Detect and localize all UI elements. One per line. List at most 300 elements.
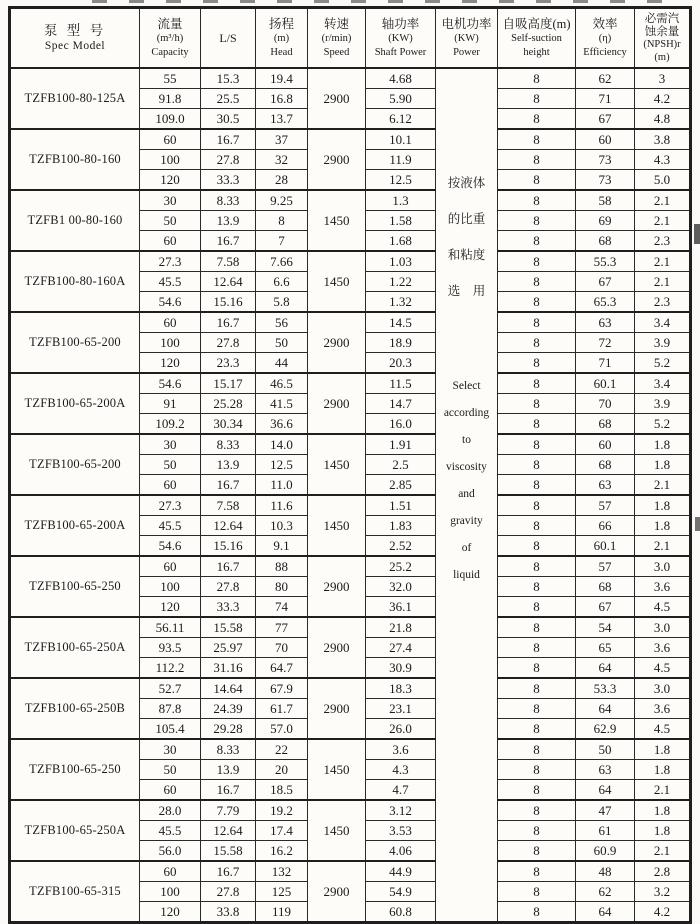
shaft-power-cell: 1.58	[366, 211, 436, 231]
capacity-cell: 87.8	[140, 699, 201, 719]
model-name: TZFB100-65-250B	[10, 678, 140, 739]
npsh-cell: 3.0	[635, 556, 691, 577]
head-cell: 11.0	[256, 475, 308, 496]
capacity-cell: 100	[140, 577, 201, 597]
shaft-power-cell: 26.0	[366, 719, 436, 740]
speed-value: 2900	[308, 312, 366, 373]
efficiency-cell: 55.3	[576, 251, 635, 272]
speed-value: 1450	[308, 495, 366, 556]
npsh-cell: 3.4	[635, 312, 691, 333]
spec-row	[10, 312, 691, 333]
efficiency-cell: 65	[576, 638, 635, 658]
head-cell: 7	[256, 231, 308, 252]
efficiency-cell: 71	[576, 353, 635, 374]
shaft-power-cell: 1.32	[366, 292, 436, 313]
capacity-cell: 120	[140, 353, 201, 374]
head-cell: 9.1	[256, 536, 308, 557]
ls-cell: 13.9	[201, 455, 256, 475]
suction-height-cell: 8	[498, 861, 576, 882]
power-note-line-en: of	[461, 542, 472, 554]
head-cell: 14.0	[256, 434, 308, 455]
head-cell: 132	[256, 861, 308, 882]
capacity-cell: 60	[140, 312, 201, 333]
head-cell: 9.25	[256, 190, 308, 211]
header-text: (KW)	[388, 32, 413, 44]
suction-height-cell: 8	[498, 556, 576, 577]
npsh-cell: 4.2	[635, 89, 691, 109]
efficiency-cell: 60.9	[576, 841, 635, 862]
suction-height-cell: 8	[498, 190, 576, 211]
efficiency-cell: 50	[576, 739, 635, 760]
shaft-power-cell: 3.6	[366, 739, 436, 760]
capacity-cell: 93.5	[140, 638, 201, 658]
head-cell: 37	[256, 129, 308, 150]
npsh-cell: 2.1	[635, 190, 691, 211]
npsh-cell: 4.5	[635, 719, 691, 740]
ls-cell: 15.16	[201, 536, 256, 557]
capacity-cell: 60	[140, 861, 201, 882]
suction-height-cell: 8	[498, 455, 576, 475]
header-text: 转速	[323, 16, 349, 31]
npsh-cell: 1.8	[635, 434, 691, 455]
spec-row	[10, 373, 691, 394]
npsh-cell: 2.1	[635, 211, 691, 231]
ls-cell: 27.8	[201, 577, 256, 597]
efficiency-cell: 67	[576, 109, 635, 130]
shaft-power-cell: 60.8	[366, 902, 436, 923]
efficiency-cell: 61	[576, 821, 635, 841]
model-name: TZFB100-80-160	[10, 129, 140, 190]
power-note-line-en: according	[443, 407, 490, 419]
head-cell: 11.6	[256, 495, 308, 516]
suction-height-cell: 8	[498, 800, 576, 821]
suction-height-cell: 8	[498, 841, 576, 862]
column-header-6	[436, 8, 498, 69]
head-cell: 6.6	[256, 272, 308, 292]
efficiency-cell: 67	[576, 272, 635, 292]
spec-row	[10, 495, 691, 516]
header-text: 蚀余量	[644, 25, 680, 38]
ls-cell: 14.64	[201, 678, 256, 699]
ls-cell: 27.8	[201, 333, 256, 353]
capacity-cell: 27.3	[140, 251, 201, 272]
speed-value: 1450	[308, 434, 366, 495]
table-body	[10, 68, 691, 923]
head-cell: 8	[256, 211, 308, 231]
head-cell: 22	[256, 739, 308, 760]
header-text: (m)	[273, 32, 290, 44]
capacity-cell: 54.6	[140, 373, 201, 394]
capacity-cell: 50	[140, 760, 201, 780]
shaft-power-cell: 18.9	[366, 333, 436, 353]
ls-cell: 23.3	[201, 353, 256, 374]
power-note-english-block	[436, 373, 497, 589]
efficiency-cell: 66	[576, 516, 635, 536]
efficiency-cell: 68	[576, 231, 635, 252]
ls-cell: 16.7	[201, 312, 256, 333]
npsh-cell: 2.1	[635, 536, 691, 557]
shaft-power-cell: 1.51	[366, 495, 436, 516]
model-name: TZFB100-80-125A	[10, 68, 140, 129]
shaft-power-cell: 5.90	[366, 89, 436, 109]
speed-value: 2900	[308, 617, 366, 678]
suction-height-cell: 8	[498, 536, 576, 557]
capacity-cell: 120	[140, 902, 201, 923]
speed-value: 1450	[308, 190, 366, 251]
npsh-cell: 1.8	[635, 495, 691, 516]
capacity-cell: 112.2	[140, 658, 201, 679]
capacity-cell: 56.0	[140, 841, 201, 862]
ls-cell: 7.58	[201, 495, 256, 516]
shaft-power-cell: 20.3	[366, 353, 436, 374]
shaft-power-cell: 11.9	[366, 150, 436, 170]
header-text: Efficiency	[583, 46, 627, 58]
npsh-cell: 1.8	[635, 455, 691, 475]
suction-height-cell: 8	[498, 617, 576, 638]
power-note-line-zh: 按液体	[447, 176, 486, 190]
shaft-power-cell: 25.2	[366, 556, 436, 577]
model-name: TZFB100-65-250	[10, 739, 140, 800]
spec-row	[10, 68, 691, 89]
shaft-power-cell: 44.9	[366, 861, 436, 882]
efficiency-cell: 57	[576, 556, 635, 577]
speed-value: 1450	[308, 251, 366, 312]
shaft-power-cell: 4.68	[366, 68, 436, 89]
efficiency-cell: 54	[576, 617, 635, 638]
power-note-line-en: gravity	[450, 515, 483, 527]
spec-row	[10, 678, 691, 699]
ls-cell: 16.7	[201, 475, 256, 496]
efficiency-cell: 70	[576, 394, 635, 414]
npsh-cell: 5.0	[635, 170, 691, 191]
head-cell: 70	[256, 638, 308, 658]
shaft-power-cell: 1.3	[366, 190, 436, 211]
shaft-power-cell: 3.53	[366, 821, 436, 841]
ls-cell: 13.9	[201, 211, 256, 231]
ls-cell: 33.3	[201, 170, 256, 191]
suction-height-cell: 8	[498, 353, 576, 374]
ls-cell: 25.5	[201, 89, 256, 109]
efficiency-cell: 68	[576, 414, 635, 435]
npsh-cell: 3.6	[635, 577, 691, 597]
efficiency-cell: 48	[576, 861, 635, 882]
efficiency-cell: 63	[576, 475, 635, 496]
header-text: 轴功率	[381, 16, 420, 31]
suction-height-cell: 8	[498, 312, 576, 333]
speed-value: 2900	[308, 373, 366, 434]
npsh-cell: 3.2	[635, 882, 691, 902]
efficiency-cell: 73	[576, 170, 635, 191]
model-name: TZFB1 00-80-160	[10, 190, 140, 251]
npsh-cell: 3.0	[635, 678, 691, 699]
shaft-power-cell: 1.22	[366, 272, 436, 292]
suction-height-cell: 8	[498, 475, 576, 496]
suction-height-cell: 8	[498, 678, 576, 699]
head-cell: 80	[256, 577, 308, 597]
head-cell: 50	[256, 333, 308, 353]
model-name: TZFB100-65-250	[10, 556, 140, 617]
ls-cell: 16.7	[201, 231, 256, 252]
speed-value: 1450	[308, 800, 366, 861]
header-text: height	[523, 46, 550, 58]
capacity-cell: 105.4	[140, 719, 201, 740]
column-header-2	[201, 8, 256, 69]
power-note-line-en: Select	[452, 380, 481, 392]
head-cell: 46.5	[256, 373, 308, 394]
head-cell: 41.5	[256, 394, 308, 414]
capacity-cell: 45.5	[140, 821, 201, 841]
column-header-0	[10, 8, 140, 69]
head-cell: 36.6	[256, 414, 308, 435]
efficiency-cell: 68	[576, 577, 635, 597]
suction-height-cell: 8	[498, 516, 576, 536]
capacity-cell: 45.5	[140, 272, 201, 292]
capacity-cell: 60	[140, 475, 201, 496]
capacity-cell: 52.7	[140, 678, 201, 699]
efficiency-cell: 60	[576, 434, 635, 455]
ls-cell: 16.7	[201, 129, 256, 150]
model-name: TZFB100-65-250A	[10, 617, 140, 678]
power-note-line-en: viscosity	[446, 461, 487, 473]
ls-cell: 13.9	[201, 760, 256, 780]
suction-height-cell: 8	[498, 577, 576, 597]
head-cell: 19.2	[256, 800, 308, 821]
suction-height-cell: 8	[498, 292, 576, 313]
npsh-cell: 3.4	[635, 373, 691, 394]
capacity-cell: 50	[140, 211, 201, 231]
shaft-power-cell: 11.5	[366, 373, 436, 394]
suction-height-cell: 8	[498, 638, 576, 658]
shaft-power-cell: 4.7	[366, 780, 436, 801]
ls-cell: 24.39	[201, 699, 256, 719]
power-note-line-zh: 和粘度	[447, 248, 486, 262]
npsh-cell: 1.8	[635, 821, 691, 841]
scan-artifact-right-mark	[695, 517, 700, 531]
capacity-cell: 120	[140, 170, 201, 191]
capacity-cell: 120	[140, 597, 201, 618]
shaft-power-cell: 14.7	[366, 394, 436, 414]
npsh-cell: 2.3	[635, 292, 691, 313]
efficiency-cell: 47	[576, 800, 635, 821]
efficiency-cell: 65.3	[576, 292, 635, 313]
npsh-cell: 1.8	[635, 760, 691, 780]
spec-row	[10, 739, 691, 760]
spec-row	[10, 861, 691, 882]
spec-row	[10, 617, 691, 638]
power-note-line-en: to	[462, 434, 471, 446]
efficiency-cell: 73	[576, 150, 635, 170]
column-header-4	[308, 8, 366, 69]
head-cell: 67.9	[256, 678, 308, 699]
model-name: TZFB100-65-200	[10, 434, 140, 495]
suction-height-cell: 8	[498, 780, 576, 801]
npsh-cell: 4.5	[635, 658, 691, 679]
npsh-cell: 3.6	[635, 699, 691, 719]
npsh-cell: 4.3	[635, 150, 691, 170]
head-cell: 16.2	[256, 841, 308, 862]
efficiency-cell: 62.9	[576, 719, 635, 740]
suction-height-cell: 8	[498, 68, 576, 89]
head-cell: 77	[256, 617, 308, 638]
efficiency-cell: 60.1	[576, 536, 635, 557]
suction-height-cell: 8	[498, 739, 576, 760]
header-text: L/S	[219, 30, 237, 45]
npsh-cell: 3.0	[635, 617, 691, 638]
shaft-power-cell: 2.5	[366, 455, 436, 475]
ls-cell: 15.17	[201, 373, 256, 394]
capacity-cell: 60	[140, 129, 201, 150]
capacity-cell: 54.6	[140, 292, 201, 313]
ls-cell: 33.3	[201, 597, 256, 618]
suction-height-cell: 8	[498, 760, 576, 780]
head-cell: 56	[256, 312, 308, 333]
table-header	[10, 8, 691, 69]
ls-cell: 8.33	[201, 434, 256, 455]
scan-artifact-top-dashes	[92, 0, 677, 3]
suction-height-cell: 8	[498, 89, 576, 109]
shaft-power-cell: 27.4	[366, 638, 436, 658]
suction-height-cell: 8	[498, 333, 576, 353]
capacity-cell: 60	[140, 780, 201, 801]
efficiency-cell: 71	[576, 89, 635, 109]
suction-height-cell: 8	[498, 495, 576, 516]
efficiency-cell: 67	[576, 597, 635, 618]
shaft-power-cell: 10.1	[366, 129, 436, 150]
header-text: Spec Model	[44, 39, 106, 52]
model-name: TZFB100-65-250A	[10, 800, 140, 861]
npsh-cell: 2.1	[635, 251, 691, 272]
shaft-power-cell: 54.9	[366, 882, 436, 902]
ls-cell: 15.3	[201, 68, 256, 89]
head-cell: 125	[256, 882, 308, 902]
npsh-cell: 2.1	[635, 475, 691, 496]
header-text: Power	[453, 46, 480, 58]
ls-cell: 12.64	[201, 516, 256, 536]
header-text: (NPSH)r	[643, 39, 681, 51]
head-cell: 7.66	[256, 251, 308, 272]
efficiency-cell: 57	[576, 495, 635, 516]
capacity-cell: 60	[140, 556, 201, 577]
capacity-cell: 91	[140, 394, 201, 414]
header-text: (η)	[598, 32, 612, 44]
npsh-cell: 3.9	[635, 333, 691, 353]
speed-value: 2900	[308, 68, 366, 129]
head-cell: 64.7	[256, 658, 308, 679]
suction-height-cell: 8	[498, 821, 576, 841]
suction-height-cell: 8	[498, 150, 576, 170]
suction-height-cell: 8	[498, 129, 576, 150]
head-cell: 18.5	[256, 780, 308, 801]
head-cell: 74	[256, 597, 308, 618]
head-cell: 88	[256, 556, 308, 577]
header-text: Capacity	[151, 46, 189, 58]
shaft-power-cell: 1.83	[366, 516, 436, 536]
shaft-power-cell: 21.8	[366, 617, 436, 638]
head-cell: 13.7	[256, 109, 308, 130]
capacity-cell: 100	[140, 882, 201, 902]
npsh-cell: 1.8	[635, 739, 691, 760]
head-cell: 44	[256, 353, 308, 374]
efficiency-cell: 72	[576, 333, 635, 353]
head-cell: 5.8	[256, 292, 308, 313]
head-cell: 10.3	[256, 516, 308, 536]
suction-height-cell: 8	[498, 699, 576, 719]
ls-cell: 7.79	[201, 800, 256, 821]
npsh-cell: 1.8	[635, 516, 691, 536]
capacity-cell: 56.11	[140, 617, 201, 638]
shaft-power-cell: 1.68	[366, 231, 436, 252]
head-cell: 19.4	[256, 68, 308, 89]
speed-value: 2900	[308, 129, 366, 190]
column-header-5	[366, 8, 436, 69]
power-note-line-en: liquid	[453, 569, 480, 581]
ls-cell: 30.5	[201, 109, 256, 130]
header-text: 流量	[157, 16, 183, 31]
npsh-cell: 3.8	[635, 129, 691, 150]
npsh-cell: 2.8	[635, 861, 691, 882]
suction-height-cell: 8	[498, 597, 576, 618]
suction-height-cell: 8	[498, 414, 576, 435]
ls-cell: 16.7	[201, 861, 256, 882]
head-cell: 17.4	[256, 821, 308, 841]
npsh-cell: 5.2	[635, 353, 691, 374]
model-name: TZFB100-65-200A	[10, 373, 140, 434]
header-text: (m³/h)	[156, 32, 184, 44]
ls-cell: 8.33	[201, 190, 256, 211]
spec-row	[10, 800, 691, 821]
column-header-7	[498, 8, 576, 69]
pump-spec-table	[8, 6, 692, 924]
spec-row	[10, 129, 691, 150]
npsh-cell: 3	[635, 68, 691, 89]
capacity-cell: 30	[140, 434, 201, 455]
header-text: 泵 型 号	[43, 22, 107, 38]
ls-cell: 27.8	[201, 882, 256, 902]
scan-artifact-right-mark	[694, 224, 700, 244]
head-cell: 20	[256, 760, 308, 780]
efficiency-cell: 60	[576, 129, 635, 150]
npsh-cell: 4.2	[635, 902, 691, 923]
column-header-8	[576, 8, 635, 69]
capacity-cell: 55	[140, 68, 201, 89]
model-name: TZFB100-65-200A	[10, 495, 140, 556]
speed-value: 1450	[308, 739, 366, 800]
npsh-cell: 4.5	[635, 597, 691, 618]
efficiency-cell: 63	[576, 760, 635, 780]
suction-height-cell: 8	[498, 882, 576, 902]
efficiency-cell: 64	[576, 780, 635, 801]
ls-cell: 8.33	[201, 739, 256, 760]
efficiency-cell: 62	[576, 882, 635, 902]
spec-row	[10, 251, 691, 272]
ls-cell: 25.28	[201, 394, 256, 414]
efficiency-cell: 68	[576, 455, 635, 475]
suction-height-cell: 8	[498, 394, 576, 414]
model-name: TZFB100-65-200	[10, 312, 140, 373]
header-text: Head	[270, 46, 293, 58]
head-cell: 16.8	[256, 89, 308, 109]
npsh-cell: 1.8	[635, 800, 691, 821]
header-text: 效率	[592, 16, 618, 31]
ls-cell: 15.16	[201, 292, 256, 313]
capacity-cell: 109.0	[140, 109, 201, 130]
npsh-cell: 3.9	[635, 394, 691, 414]
efficiency-cell: 69	[576, 211, 635, 231]
ls-cell: 12.64	[201, 272, 256, 292]
capacity-cell: 27.3	[140, 495, 201, 516]
shaft-power-cell: 18.3	[366, 678, 436, 699]
column-header-9	[635, 8, 691, 69]
